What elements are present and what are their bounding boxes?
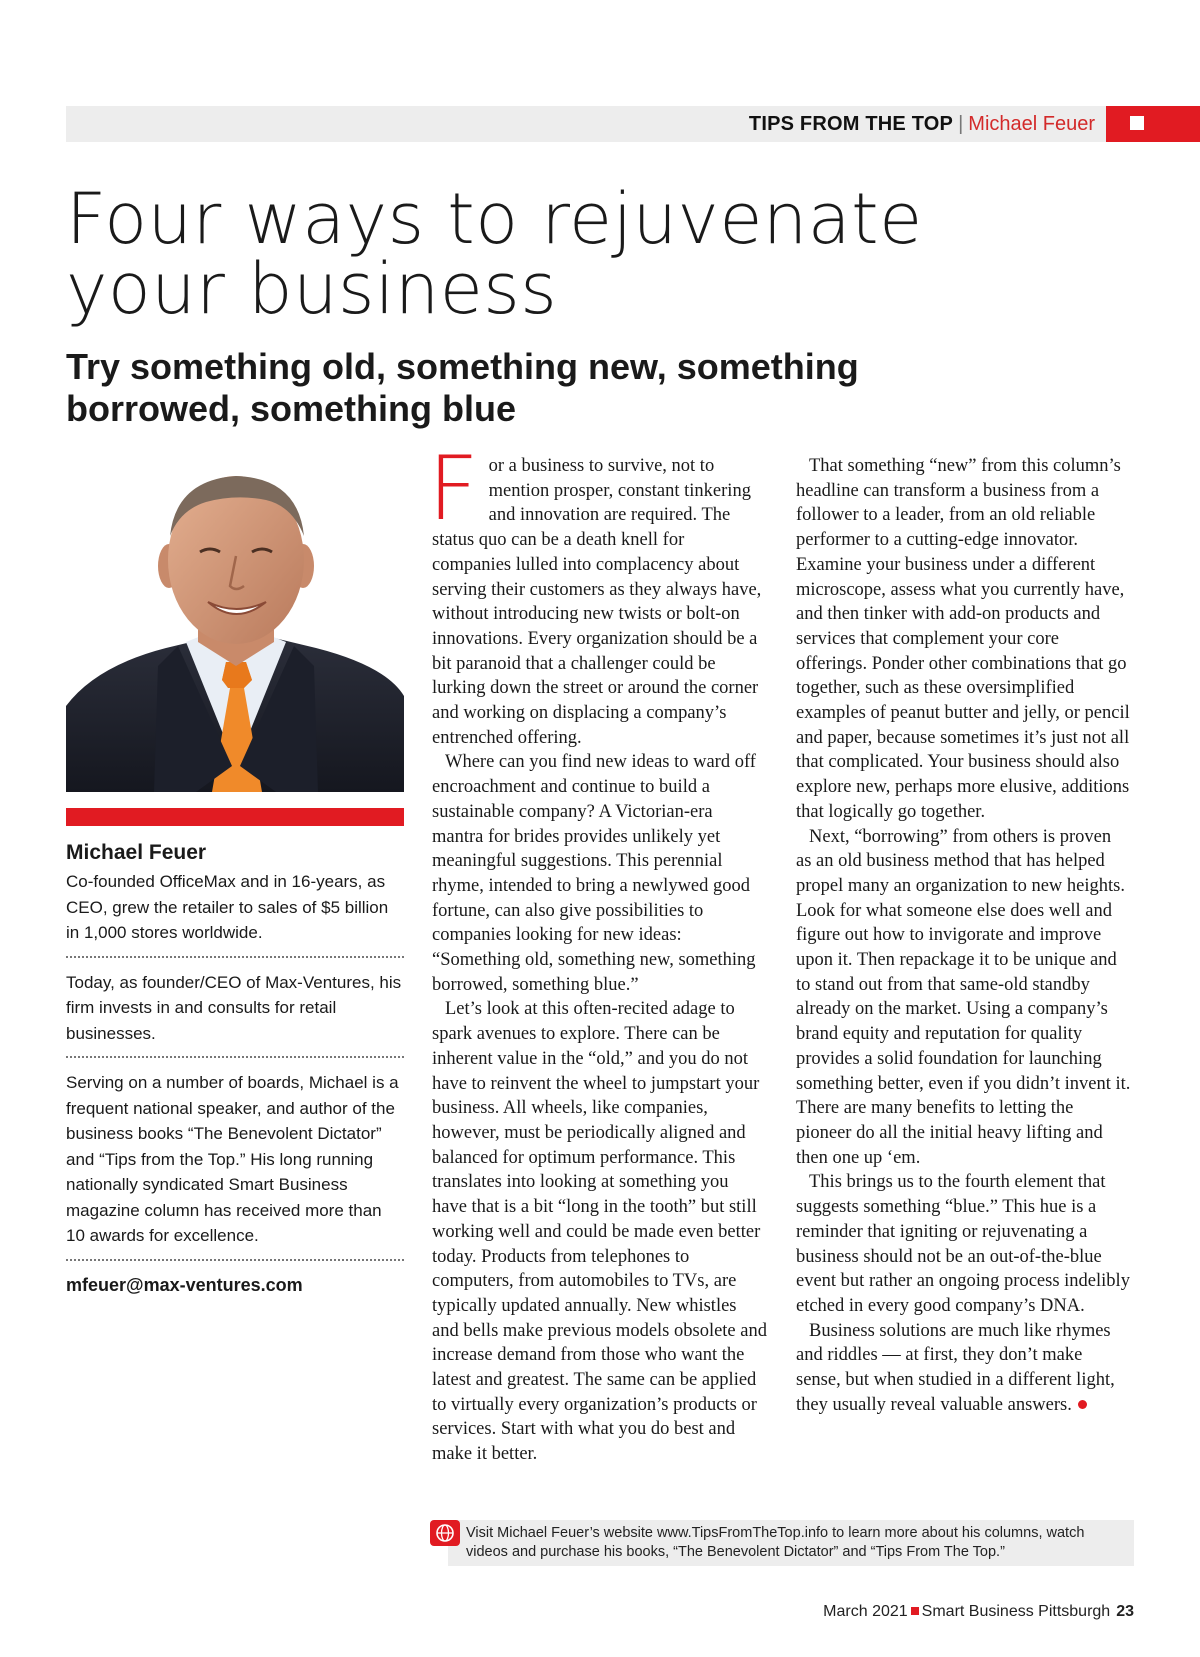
dotted-divider [66, 1056, 404, 1058]
author-email-link[interactable]: mfeuer@max-ventures.com [66, 1274, 303, 1295]
section-header-bar [66, 106, 1200, 142]
dotted-divider [66, 1259, 404, 1261]
page-number: 23 [1116, 1603, 1134, 1620]
section-title: TIPS FROM THE TOP [748, 113, 954, 135]
globe-icon [430, 1520, 460, 1546]
paragraph-text: or a business to survive, not to mention prosper, constant tinkering and innovation are required. The status quo can be a death knell for companies lulled into complacency about serving their customers as they always have, without introducing new twists or bolt-on innovations. Every organization should be a bit paranoid that a challenger could be lurking down the street or around the corner and working on displacing a company’s entrenched offering. [432, 456, 762, 748]
page-folio [823, 1603, 1134, 1621]
bio-paragraph-3: Serving on a number of boards, Michael is a frequent national speaker, and author of the business books “The Benevolent Dictator” and “Tips from the Top.” His long running nationally syndicated Smart Business magazine column has received more than 10 awards for excellence. [66, 1073, 399, 1245]
promo-text: Visit Michael Feuer’s website www.TipsFromTheTop.info to learn more about his columns, watch videos and purchase his books, “The Benevolent Dictator” and “Tips From The Top.” [466, 1525, 1085, 1560]
square-icon [1130, 116, 1144, 130]
issue-date: March 2021 [823, 1603, 908, 1620]
article-paragraph [428, 437, 767, 750]
bio-name: Michael Feuer [66, 841, 207, 864]
square-bullet-icon [911, 1607, 919, 1615]
drop-cap: F [428, 437, 479, 540]
paragraph-text: Business solutions are much like rhymes and riddles — at first, they don’t make sense, but when studied in a different light, they usually reveal valuable answers. [796, 1320, 1115, 1415]
article-column-1 [428, 437, 767, 1467]
portrait-illustration [66, 466, 404, 792]
article-paragraph [796, 1319, 1131, 1418]
header-red-block [1106, 106, 1200, 142]
website-promo [448, 1520, 1134, 1566]
article-column-2 [796, 454, 1131, 1417]
subheadline: Try something old, something new, something borrowed, something blue [66, 346, 859, 429]
author-photo [66, 466, 404, 792]
article-paragraph: Where can you find new ideas to ward off encroachment and continue to build a sustainable company? A Victorian-era mantra for brides provides unlikely yet meaningful suggestions. This perennial rhyme, intended to bring a newlywed good fortune, can also give possibilities to companies looking for new ideas: “Something old, something new, something borrowed, something blue.” [432, 752, 756, 995]
header-separator: | [958, 113, 964, 135]
article-paragraph: This brings us to the fourth element that suggests something “blue.” This hue is a reminder that igniting or rejuvenating a business should not be an out-of-the-blue event but rather an ongoing process indelibly etched in every good company’s DNA. [796, 1172, 1130, 1316]
author-bio [66, 840, 404, 1298]
section-header [749, 113, 1095, 135]
article-paragraph: Next, “borrowing” from others is proven as an old business method that has helped propel many an organization to new heights. Look for what someone else does well and figure out how to invigorate and improve upon it. Then repackage it to be unique and to stand out from that same-old standby already on the market. Using a company’s brand equity and reputation for quality provides a solid foundation for launching something better, even if you didn’t invent it. There are many benefits to letting the pioneer do all the initial heavy lifting and then one up ‘em. [796, 826, 1131, 1168]
photo-red-rule [66, 808, 404, 826]
dotted-divider [66, 956, 404, 958]
bio-paragraph-2: Today, as founder/CEO of Max-Ventures, his firm invests in and consults for retail businesses. [66, 972, 402, 1043]
header-author: Michael Feuer [968, 113, 1095, 135]
bio-paragraph-1: Co-founded OfficeMax and in 16-years, as CEO, grew the retailer to sales of $5 billion in 1,000 stores worldwide. [66, 872, 389, 942]
publication-name: Smart Business Pittsburgh [921, 1603, 1111, 1620]
end-mark-icon [1078, 1400, 1087, 1409]
article-paragraph: That something “new” from this column’s headline can transform a business from a follower to a leader, from an old reliable performer to a cutting-edge innovator. Examine your business under a different microscope, assess what you currently have, and then tinker with add-on products and services that complement your core offerings. Ponder other combinations that go together, such as these oversimplified examples of peanut butter and jelly, or pencil and paper, because sometimes it’s just not all that complicated. Your business should also explore new, perhaps more elusive, additions that logically go together. [796, 456, 1130, 822]
article-paragraph: Let’s look at this often-recited adage to spark avenues to explore. There can be inherent value in the “old,” and you do not have to reinvent the wheel to jumpstart your business. All wheels, like companies, however, must be periodically aligned and balanced for optimum performance. This translates into looking at something you have that is a bit “long in the tooth” but still working well and could be made even better today. Products from telephones to computers, from automobiles to TVs, are typically updated annually. New whistles and bells make previous models obsolete and increase demand from those who want the latest and greatest. The same can be applied to virtually every organization’s products or services. Start with what you do best and make it better. [432, 999, 767, 1465]
headline: Four ways to rejuvenate your business [66, 178, 923, 330]
